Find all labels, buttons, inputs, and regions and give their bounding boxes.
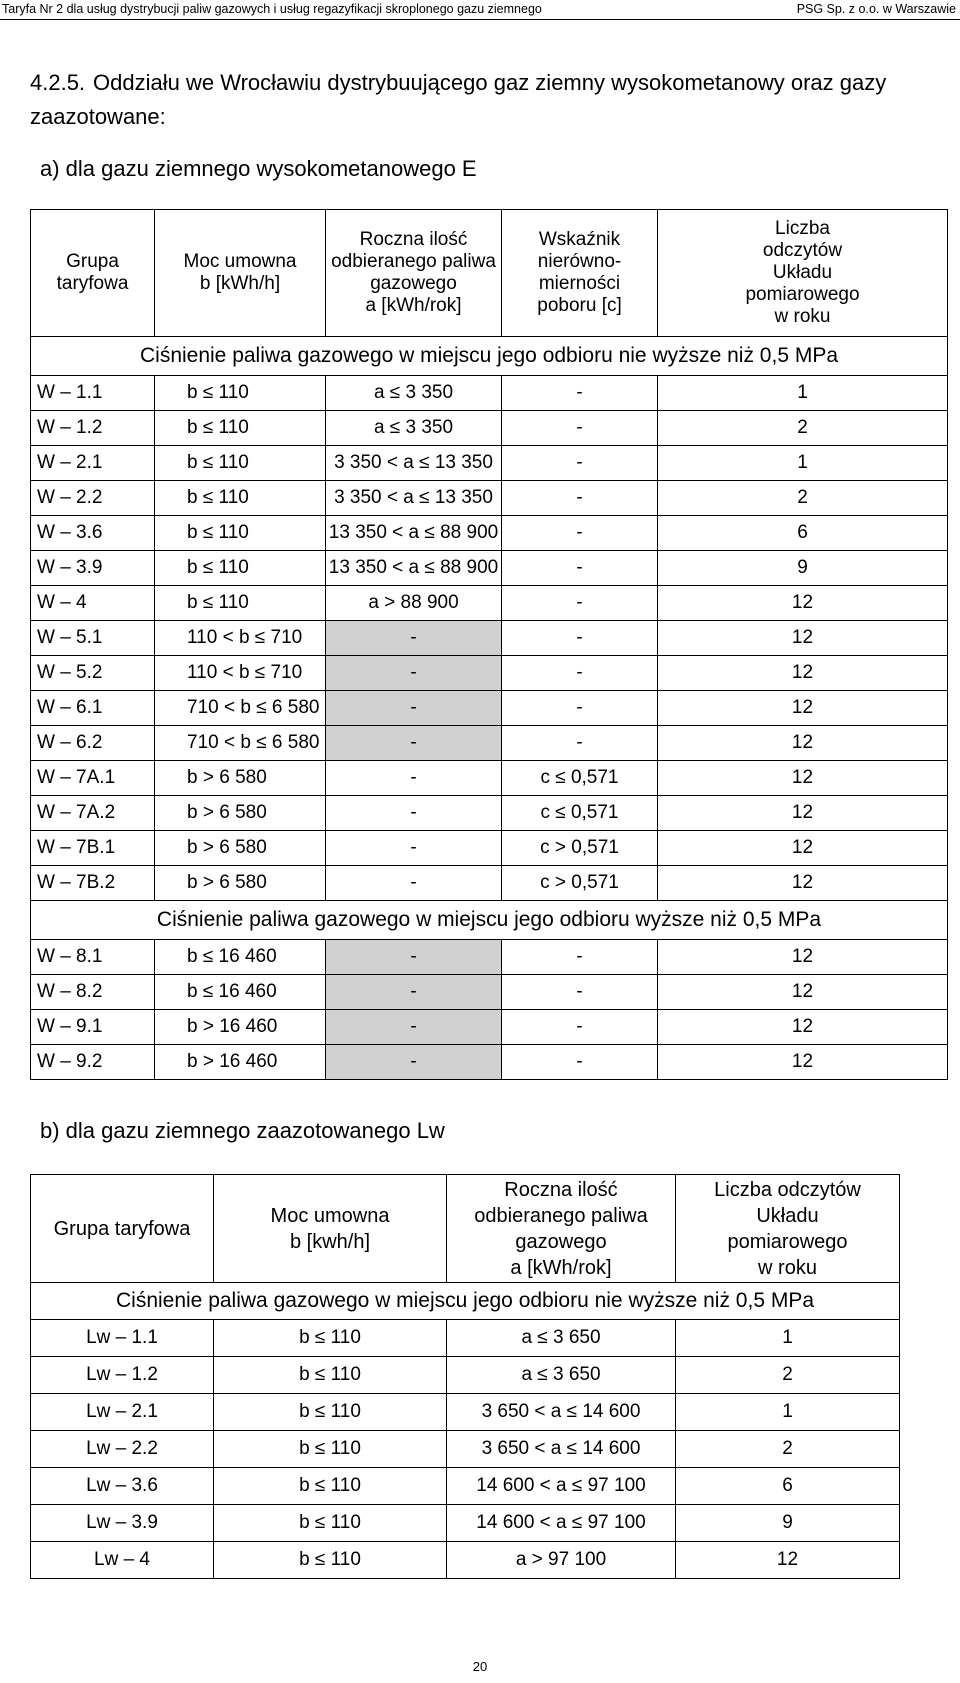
cell-group: W – 6.1 <box>31 691 155 726</box>
cell-nonuniformity: c > 0,571 <box>502 831 658 866</box>
cell-nonuniformity: - <box>502 726 658 761</box>
table-row <box>31 1431 900 1468</box>
cell-readings: 2 <box>658 411 948 446</box>
cell-capacity: b ≤ 110 <box>214 1394 447 1431</box>
header-line: a [kWh/rok] <box>365 295 462 316</box>
cell-annual-volume: 14 600 < a ≤ 97 100 <box>447 1505 676 1542</box>
header-line: w roku <box>758 1256 817 1279</box>
table-row <box>31 621 948 656</box>
cell-group: Lw – 3.6 <box>31 1468 214 1505</box>
cell-group: W – 9.2 <box>31 1045 155 1080</box>
header-line: Układu <box>756 1204 819 1227</box>
table-row <box>31 516 948 551</box>
cell-nonuniformity: - <box>502 446 658 481</box>
cell-readings: 12 <box>676 1542 900 1579</box>
table-row <box>31 866 948 901</box>
page-header <box>0 0 960 20</box>
header-line: Grupa <box>66 251 119 272</box>
cell-readings: 9 <box>676 1505 900 1542</box>
cell-readings: 1 <box>658 446 948 481</box>
header-line: odbieranego paliwa <box>331 251 496 272</box>
cell-annual-volume: 3 350 < a ≤ 13 350 <box>326 481 502 516</box>
cell-group: W – 7B.1 <box>31 831 155 866</box>
cell-group: Lw – 2.1 <box>31 1394 214 1431</box>
cell-group: W – 7A.2 <box>31 796 155 831</box>
table-row <box>31 376 948 411</box>
cell-capacity: b ≤ 110 <box>214 1431 447 1468</box>
header-line: Roczna ilość <box>504 1178 618 1201</box>
table-row <box>31 691 948 726</box>
cell-nonuniformity: - <box>502 621 658 656</box>
cell-group: W – 3.6 <box>31 516 155 551</box>
table-b-header-row <box>31 1175 900 1283</box>
header-line: mierności <box>538 273 621 294</box>
cell-annual-volume: a ≤ 3 350 <box>326 376 502 411</box>
section-row-label: Ciśnienie paliwa gazowego w miejscu jego odbioru nie wyższe niż 0,5 MPa <box>31 337 948 376</box>
cell-capacity: b ≤ 16 460 <box>155 975 326 1010</box>
section-number: 4.2.5. <box>30 70 86 95</box>
cell-readings: 12 <box>658 940 948 975</box>
cell-readings: 6 <box>676 1468 900 1505</box>
cell-capacity: 710 < b ≤ 6 580 <box>155 726 326 761</box>
cell-readings: 12 <box>658 866 948 901</box>
header-line: a [kWh/rok] <box>510 1256 612 1279</box>
cell-group: W – 1.2 <box>31 411 155 446</box>
cell-group: Lw – 1.2 <box>31 1357 214 1394</box>
cell-annual-volume: a > 97 100 <box>447 1542 676 1579</box>
cell-annual-volume: 14 600 < a ≤ 97 100 <box>447 1468 676 1505</box>
cell-readings: 2 <box>676 1357 900 1394</box>
cell-readings: 12 <box>658 586 948 621</box>
cell-annual-volume: 13 350 < a ≤ 88 900 <box>326 516 502 551</box>
cell-group: W – 2.1 <box>31 446 155 481</box>
cell-capacity: b ≤ 110 <box>214 1320 447 1357</box>
cell-readings: 2 <box>658 481 948 516</box>
header-line: pomiarowego <box>727 1230 848 1253</box>
cell-annual-volume: - <box>326 726 502 761</box>
cell-capacity: b > 6 580 <box>155 761 326 796</box>
table-a-section-low-pressure <box>31 337 948 376</box>
cell-annual-volume: - <box>326 866 502 901</box>
header-cell <box>326 210 502 337</box>
cell-annual-volume: a ≤ 3 650 <box>447 1320 676 1357</box>
cell-annual-volume: - <box>326 656 502 691</box>
cell-annual-volume: - <box>326 940 502 975</box>
cell-nonuniformity: - <box>502 1010 658 1045</box>
header-line: gazowego <box>370 273 457 294</box>
cell-group: W – 7B.2 <box>31 866 155 901</box>
page-number: 20 <box>472 1659 488 1674</box>
cell-readings: 12 <box>658 656 948 691</box>
cell-nonuniformity: - <box>502 586 658 621</box>
cell-group: W – 8.2 <box>31 975 155 1010</box>
header-line: Układu <box>772 262 833 283</box>
cell-group: W – 9.1 <box>31 1010 155 1045</box>
header-line: poboru [c] <box>537 295 622 316</box>
cell-nonuniformity: - <box>502 411 658 446</box>
cell-group: W – 7A.1 <box>31 761 155 796</box>
section-title: Oddziału we Wrocławiu dystrybuującego gaz ziemny wysokometanowy oraz gazy zaazotowane: <box>30 70 887 129</box>
cell-capacity: b > 16 460 <box>155 1045 326 1080</box>
table-row <box>31 446 948 481</box>
header-cell <box>31 210 155 337</box>
table-row <box>31 1357 900 1394</box>
table-row <box>31 551 948 586</box>
cell-annual-volume: a > 88 900 <box>326 586 502 621</box>
cell-annual-volume: - <box>326 796 502 831</box>
cell-group: W – 2.2 <box>31 481 155 516</box>
section-heading <box>30 66 950 134</box>
table-row <box>31 1468 900 1505</box>
header-line: Liczba odczytów <box>714 1178 861 1201</box>
cell-group: W – 6.2 <box>31 726 155 761</box>
cell-nonuniformity: - <box>502 656 658 691</box>
table-row <box>31 726 948 761</box>
cell-readings: 12 <box>658 691 948 726</box>
table-row <box>31 586 948 621</box>
table-a-caption: a) dla gazu ziemnego wysokometanowego E <box>40 156 477 181</box>
cell-group: Lw – 4 <box>31 1542 214 1579</box>
header-line: Moc umowna <box>183 251 297 272</box>
cell-readings: 12 <box>658 1010 948 1045</box>
header-cell <box>155 210 326 337</box>
cell-group: W – 1.1 <box>31 376 155 411</box>
cell-nonuniformity: - <box>502 940 658 975</box>
header-line: nierówno- <box>537 251 622 272</box>
header-line: b [kwh/h] <box>289 1230 371 1253</box>
cell-readings: 6 <box>658 516 948 551</box>
cell-capacity: b ≤ 110 <box>155 551 326 586</box>
header-line: Roczna ilość <box>359 229 468 250</box>
table-row <box>31 1505 900 1542</box>
cell-readings: 1 <box>676 1320 900 1357</box>
cell-annual-volume: - <box>326 761 502 796</box>
cell-capacity: b ≤ 110 <box>214 1505 447 1542</box>
cell-annual-volume: a ≤ 3 350 <box>326 411 502 446</box>
cell-capacity: b ≤ 110 <box>155 516 326 551</box>
cell-capacity: b ≤ 110 <box>155 481 326 516</box>
table-row <box>31 1394 900 1431</box>
table-b-section-low-pressure <box>31 1283 900 1320</box>
header-cell <box>447 1175 676 1283</box>
table-row <box>31 1320 900 1357</box>
cell-annual-volume: - <box>326 1045 502 1080</box>
cell-capacity: b ≤ 110 <box>155 411 326 446</box>
cell-annual-volume: - <box>326 621 502 656</box>
cell-group: Lw – 2.2 <box>31 1431 214 1468</box>
table-row <box>31 411 948 446</box>
cell-readings: 12 <box>658 621 948 656</box>
header-doc-title: Taryfa Nr 2 dla usług dystrybucji paliw gazowych i usług regazyfikacji skroplonego gazu ziemnego <box>2 2 542 16</box>
header-cell <box>31 1175 214 1283</box>
header-line: b [kWh/h] <box>199 273 281 294</box>
table-row <box>31 831 948 866</box>
cell-nonuniformity: c ≤ 0,571 <box>502 796 658 831</box>
cell-group: W – 5.2 <box>31 656 155 691</box>
table-a-section-high-pressure <box>31 901 948 940</box>
cell-capacity: b > 6 580 <box>155 831 326 866</box>
cell-group: W – 5.1 <box>31 621 155 656</box>
table-b-caption: b) dla gazu ziemnego zaazotowanego Lw <box>40 1118 445 1143</box>
table-row <box>31 1045 948 1080</box>
table-row <box>31 975 948 1010</box>
header-cell <box>676 1175 900 1283</box>
cell-capacity: b ≤ 110 <box>214 1468 447 1505</box>
table-row <box>31 761 948 796</box>
header-line: odbieranego paliwa <box>474 1204 648 1227</box>
cell-readings: 12 <box>658 761 948 796</box>
header-cell <box>214 1175 447 1283</box>
cell-readings: 2 <box>676 1431 900 1468</box>
header-line: Moc umowna <box>270 1204 390 1227</box>
cell-capacity: 110 < b ≤ 710 <box>155 621 326 656</box>
table-row <box>31 1542 900 1579</box>
cell-capacity: 110 < b ≤ 710 <box>155 656 326 691</box>
cell-capacity: b ≤ 110 <box>214 1357 447 1394</box>
cell-annual-volume: - <box>326 975 502 1010</box>
cell-annual-volume: - <box>326 831 502 866</box>
cell-capacity: b ≤ 16 460 <box>155 940 326 975</box>
header-line: Wskaźnik <box>538 229 621 250</box>
table-row <box>31 940 948 975</box>
section-row-label: Ciśnienie paliwa gazowego w miejscu jego odbioru wyższe niż 0,5 MPa <box>31 901 948 940</box>
cell-nonuniformity: c ≤ 0,571 <box>502 761 658 796</box>
tariff-table-b <box>30 1174 900 1579</box>
cell-annual-volume: - <box>326 691 502 726</box>
cell-nonuniformity: - <box>502 376 658 411</box>
cell-readings: 12 <box>658 975 948 1010</box>
cell-capacity: b ≤ 110 <box>155 586 326 621</box>
cell-readings: 12 <box>658 726 948 761</box>
cell-group: W – 8.1 <box>31 940 155 975</box>
cell-capacity: 710 < b ≤ 6 580 <box>155 691 326 726</box>
cell-group: Lw – 3.9 <box>31 1505 214 1542</box>
cell-readings: 12 <box>658 1045 948 1080</box>
cell-group: Lw – 1.1 <box>31 1320 214 1357</box>
cell-capacity: b ≤ 110 <box>155 446 326 481</box>
header-line: taryfowa <box>56 273 129 294</box>
header-cell <box>502 210 658 337</box>
cell-annual-volume: 3 650 < a ≤ 14 600 <box>447 1431 676 1468</box>
cell-nonuniformity: - <box>502 691 658 726</box>
table-row <box>31 796 948 831</box>
cell-nonuniformity: - <box>502 551 658 586</box>
cell-annual-volume: - <box>326 1010 502 1045</box>
cell-group: W – 4 <box>31 586 155 621</box>
cell-nonuniformity: c > 0,571 <box>502 866 658 901</box>
header-line: w roku <box>774 306 831 327</box>
header-cell <box>658 210 948 337</box>
cell-annual-volume: a ≤ 3 650 <box>447 1357 676 1394</box>
header-line: odczytów <box>762 240 843 261</box>
table-a-header-row <box>31 210 948 337</box>
cell-group: W – 3.9 <box>31 551 155 586</box>
cell-nonuniformity: - <box>502 1045 658 1080</box>
header-line: pomiarowego <box>745 284 860 305</box>
cell-capacity: b > 6 580 <box>155 866 326 901</box>
cell-nonuniformity: - <box>502 975 658 1010</box>
table-row <box>31 1010 948 1045</box>
header-line: Grupa taryfowa <box>53 1217 191 1240</box>
cell-capacity: b > 6 580 <box>155 796 326 831</box>
cell-annual-volume: 13 350 < a ≤ 88 900 <box>326 551 502 586</box>
cell-capacity: b ≤ 110 <box>155 376 326 411</box>
table-row <box>31 656 948 691</box>
table-row <box>31 481 948 516</box>
cell-readings: 1 <box>676 1394 900 1431</box>
cell-capacity: b > 16 460 <box>155 1010 326 1045</box>
cell-annual-volume: 3 350 < a ≤ 13 350 <box>326 446 502 481</box>
header-company: PSG Sp. z o.o. w Warszawie <box>796 2 956 16</box>
tariff-table-a <box>30 209 948 1080</box>
cell-nonuniformity: - <box>502 481 658 516</box>
cell-capacity: b ≤ 110 <box>214 1542 447 1579</box>
header-line: Liczba <box>775 218 830 239</box>
cell-readings: 12 <box>658 831 948 866</box>
header-line: gazowego <box>515 1230 607 1253</box>
cell-readings: 1 <box>658 376 948 411</box>
cell-nonuniformity: - <box>502 516 658 551</box>
section-row-label: Ciśnienie paliwa gazowego w miejscu jego odbioru nie wyższe niż 0,5 MPa <box>31 1283 900 1320</box>
cell-readings: 9 <box>658 551 948 586</box>
cell-readings: 12 <box>658 796 948 831</box>
cell-annual-volume: 3 650 < a ≤ 14 600 <box>447 1394 676 1431</box>
